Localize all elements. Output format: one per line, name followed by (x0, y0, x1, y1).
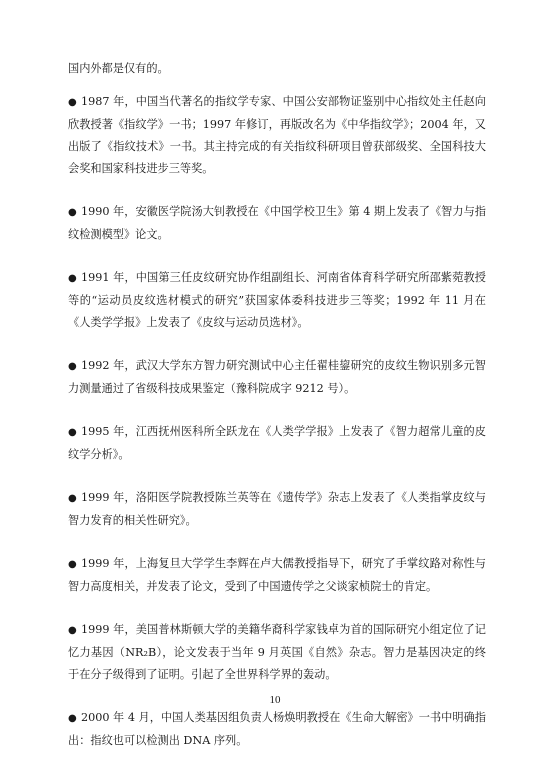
entry-1990 (68, 201, 486, 246)
bullet-icon: ● (68, 625, 77, 636)
bullet-icon: ● (68, 97, 77, 108)
entry-text: 1990 年，安徽医学院汤大钊教授在《中国学校卫生》第 4 期上发表了《智力与指纹检测模型》论文。 (68, 205, 486, 241)
bullet-icon: ● (68, 713, 77, 724)
entry-text: 1992 年，武汉大学东方智力研究测试中心主任翟桂鋆研究的皮纹生物识别多元智力测量通过了省级科技成果鉴定（豫科院成字 9212 号）。 (68, 359, 486, 395)
lead-paragraph: 国内外都是仅有的。 (68, 62, 169, 75)
entry-text: 1999 年，美国普林斯顿大学的美籍华裔科学家钱卓为首的国际研究小组定位了记忆力基因（NR₂B），论文发表于当年 9 月英国《自然》杂志。智力是基因决定的终于在分子级得到了证明。引起了全世界科学界的轰动。 (68, 623, 486, 681)
entry-text: 1995 年，江西抚州医科所全跃龙在《人类学学报》上发表了《智力超常儿童的皮纹学分析》。 (68, 425, 486, 461)
entry-text: 1999 年，上海复旦大学学生李辉在卢大儒教授指导下，研究了手掌纹路对称性与智力高度相关，并发表了论文，受到了中国遗传学之父谈家桢院士的肯定。 (68, 557, 486, 593)
entry-1999-luoyang (68, 487, 486, 532)
page-number: 10 (269, 694, 281, 706)
bullet-icon: ● (68, 273, 77, 284)
body-text (68, 58, 486, 773)
entry-1987 (68, 91, 486, 180)
entry-text: 2000 年 4 月，中国人类基因组负责人杨焕明教授在《生命大解密》一书中明确指出：指纹也可以检测出 DNA 序列。 (68, 711, 486, 747)
entry-2000 (68, 707, 486, 752)
entry-1991 (68, 267, 486, 334)
entry-1999-fudan (68, 553, 486, 598)
entry-text: 1991 年，中国第三任皮纹研究协作组副组长、河南省体育科学研究所邵紫菀教授等的“运动员皮纹选材模式的研究”获国家体委科技进步三等奖；1992 年 11 月在《人类学学报》上发表了《皮纹与运动员选材》。 (68, 271, 486, 329)
entry-text: 1999 年，洛阳医学院教授陈兰英等在《遗传学》杂志上发表了《人类指掌皮纹与智力发育的相关性研究》。 (68, 491, 486, 527)
entry-1999-princeton (68, 619, 486, 686)
bullet-icon: ● (68, 493, 77, 504)
bullet-icon: ● (68, 361, 77, 372)
bullet-icon: ● (68, 207, 77, 218)
bullet-icon: ● (68, 559, 77, 570)
entry-1995 (68, 421, 486, 466)
bullet-icon: ● (68, 427, 77, 438)
entry-1992 (68, 355, 486, 400)
entry-text: 1987 年，中国当代著名的指纹学专家、中国公安部物证鉴别中心指纹处主任赵向欣教授著《指纹学》一书；1997 年修订，再版改名为《中华指纹学》；2004 年，又出版了《指纹技术》一书。其主持完成的有关指纹科研项目曾获部级奖、全国科技大会奖和国家科技进步三等奖。 (68, 95, 486, 175)
